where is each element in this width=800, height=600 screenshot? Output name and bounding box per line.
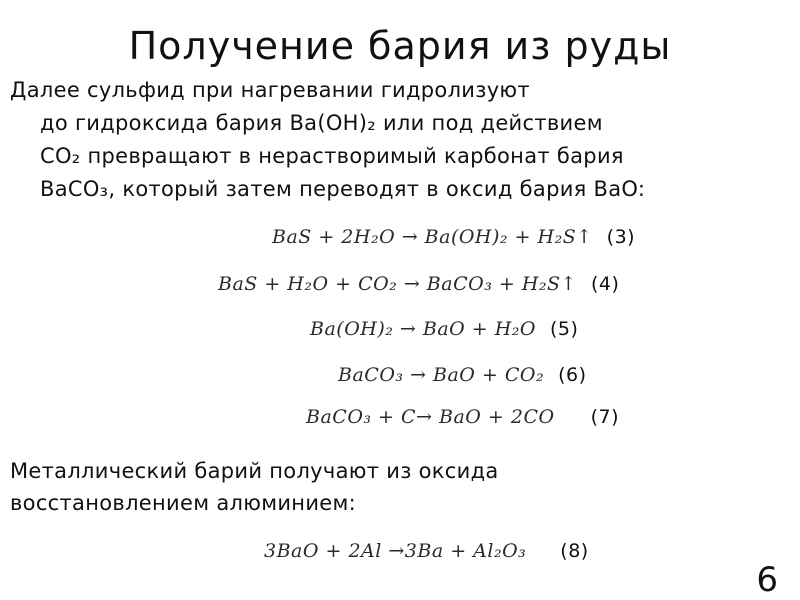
- intro-paragraph: [10, 74, 790, 206]
- equation-number: (4): [590, 273, 620, 295]
- metal-line-1: Металлический барий получают из оксида: [10, 459, 499, 483]
- equation-number: (8): [560, 540, 589, 562]
- equation-number: (7): [590, 406, 620, 428]
- equation-formula: BaCO₃ + C→ BaO + 2CO: [306, 406, 555, 428]
- equation-formula: Ba(OH)₂ → BaO + H₂O: [310, 318, 537, 340]
- equation-8: [264, 540, 589, 562]
- page-number: 6: [756, 560, 778, 600]
- intro-line-2: до гидроксида бария Ba(OH)₂ или под действием: [40, 111, 603, 135]
- equation-formula: BaCO₃ → BaO + CO₂: [338, 364, 545, 386]
- equation-6: [338, 364, 587, 386]
- equation-formula: BaS + H₂O + CO₂ → BaCO₃ + H₂S↑: [218, 273, 577, 295]
- intro-line-1: Далее сульфид при нагревании гидролизуют: [10, 78, 530, 102]
- metal-paragraph: [10, 455, 790, 519]
- equation-number: (3): [606, 226, 636, 248]
- equation-formula: 3BaO + 2Al →3Ba + Al₂O₃: [264, 540, 527, 562]
- equation-formula: BaS + 2H₂O → Ba(OH)₂ + H₂S↑: [272, 226, 593, 248]
- equation-3: [272, 226, 635, 248]
- equation-7: [306, 406, 619, 428]
- equation-number: (5): [550, 318, 579, 340]
- equation-number: (6): [558, 364, 587, 386]
- equation-4: [218, 273, 619, 295]
- intro-line-4: BaCO₃, который затем переводят в оксид бария BaO:: [40, 177, 646, 201]
- slide-title: Получение бария из руды: [128, 24, 672, 68]
- metal-line-2: восстановлением алюминием:: [10, 491, 357, 515]
- intro-line-3: CO₂ превращают в нерастворимый карбонат бария: [40, 144, 624, 168]
- equation-5: [310, 318, 578, 340]
